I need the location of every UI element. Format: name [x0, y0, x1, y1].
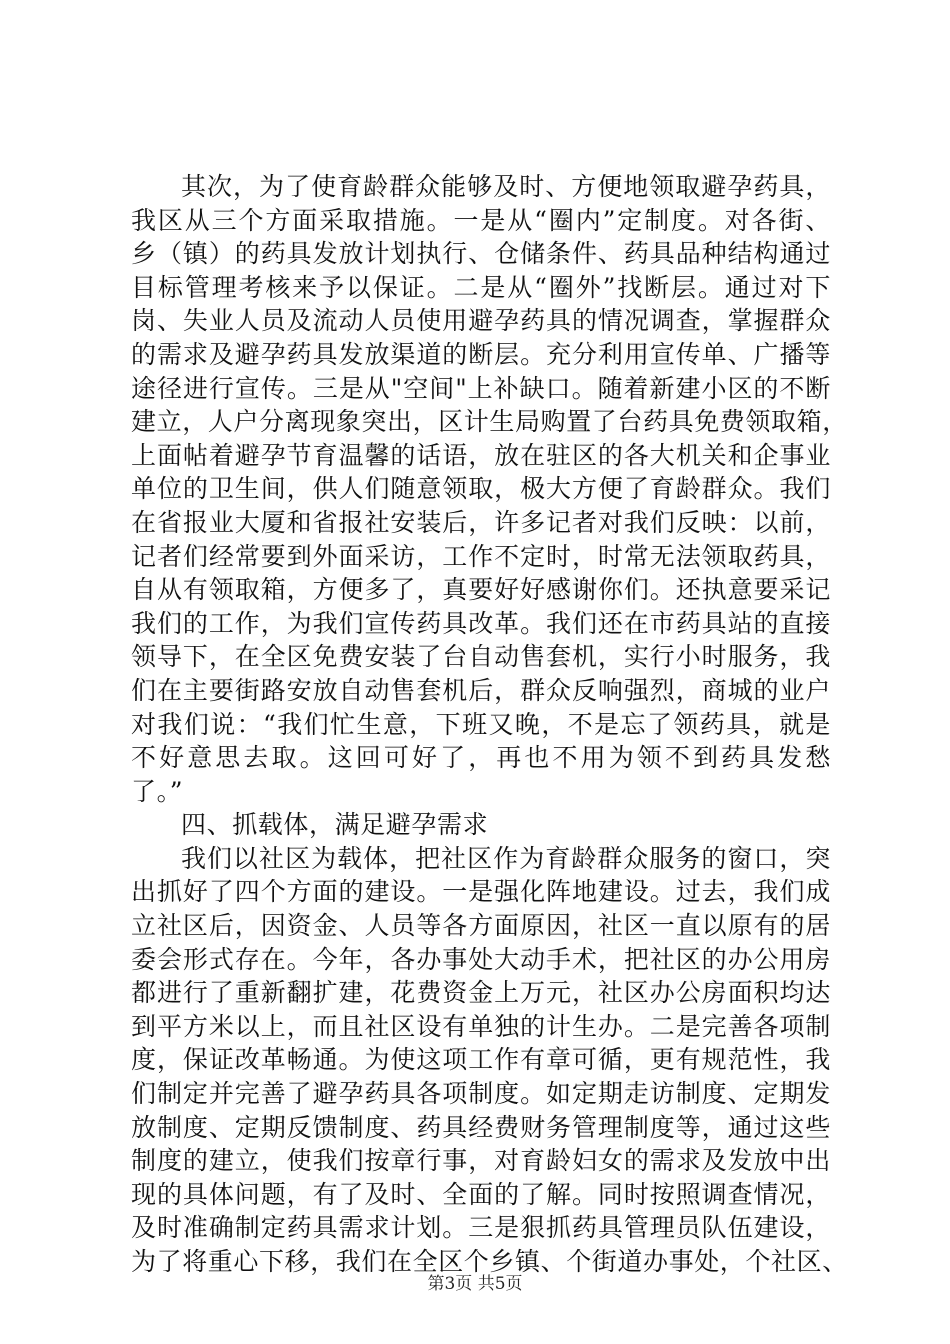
text-line: 目标管理考核来予以保证。二是从“圈外”找断层。通过对下 [131, 272, 831, 302]
text-line: 不好意思去取。这回可好了，再也不用为领不到药具发愁 [131, 743, 831, 773]
text-line: 途径进行宣传。三是从"空间"上补缺口。随着新建小区的不断 [131, 373, 831, 403]
page-footer: 第3页 共5页 [427, 1274, 523, 1294]
text-line: 们制定并完善了避孕药具各项制度。如定期走访制度、定期发 [131, 1079, 831, 1109]
text-line: 委会形式存在。今年，各办事处大动手术，把社区的办公用房 [131, 944, 831, 974]
text-line: 对我们说：“我们忙生意，下班又晚，不是忘了领药具，就是 [131, 709, 831, 739]
text-line: 到平方米以上，而且社区设有单独的计生办。二是完善各项制 [131, 1011, 831, 1041]
text-line: 其次，为了使育龄群众能够及时、方便地领取避孕药具， [181, 172, 831, 201]
text-line: 及时准确制定药具需求计划。三是狠抓药具管理员队伍建设， [131, 1213, 831, 1243]
text-line: 四、抓载体，满足避孕需求 [181, 810, 489, 840]
text-line: 都进行了重新翻扩建，花费资金上万元，社区办公房面积均达 [131, 978, 831, 1008]
text-line: 我们的工作，为我们宣传药具改革。我们还在市药具站的直接 [131, 608, 831, 638]
text-line: 领导下，在全区免费安装了台自动售套机，实行小时服务，我 [131, 642, 831, 672]
text-line: 我们以社区为载体，把社区作为育龄群众服务的窗口，突 [181, 843, 831, 873]
text-line: 建立，人户分离现象突出，区计生局购置了台药具免费领取箱， [131, 407, 848, 437]
text-line: 立社区后，因资金、人员等各方面原因，社区一直以原有的居 [131, 911, 831, 941]
text-line: 制度的建立，使我们按章行事，对育龄妇女的需求及发放中出 [131, 1146, 831, 1176]
text-line: 的需求及避孕药具发放渠道的断层。充分利用宣传单、广播等 [131, 339, 831, 369]
text-line: 我区从三个方面采取措施。一是从“圈内”定制度。对各街、 [131, 205, 831, 235]
text-line: 了。” [131, 776, 184, 806]
text-line: 现的具体问题，有了及时、全面的了解。同时按照调查情况， [131, 1179, 831, 1209]
text-line: 自从有领取箱，方便多了，真要好好感谢你们。还执意要采记 [131, 575, 831, 605]
text-line: 放制度、定期反馈制度、药具经费财务管理制度等，通过这些 [131, 1112, 831, 1142]
body-text [131, 170, 848, 1279]
text-line: 在省报业大厦和省报社安装后，许多记者对我们反映：以前， [131, 507, 831, 537]
text-line: 度，保证改革畅通。为使这项工作有章可循，更有规范性，我 [131, 1045, 831, 1075]
text-line: 为了将重心下移，我们在全区个乡镇、个街道办事处，个社区、 [131, 1247, 848, 1276]
text-line: 出抓好了四个方面的建设。一是强化阵地建设。过去，我们成 [131, 877, 831, 907]
text-line: 单位的卫生间，供人们随意领取，极大方便了育龄群众。我们 [131, 474, 831, 504]
text-line: 岗、失业人员及流动人员使用避孕药具的情况调查，掌握群众 [131, 306, 831, 336]
text-line: 记者们经常要到外面采访，工作不定时，时常无法领取药具， [131, 541, 831, 571]
text-line: 们在主要街路安放自动售套机后，群众反响强烈，商城的业户 [131, 675, 831, 705]
text-line: 乡（镇）的药具发放计划执行、仓储条件、药具品种结构通过 [131, 239, 831, 269]
text-line: 上面帖着避孕节育温馨的话语，放在驻区的各大机关和企事业 [131, 440, 831, 470]
